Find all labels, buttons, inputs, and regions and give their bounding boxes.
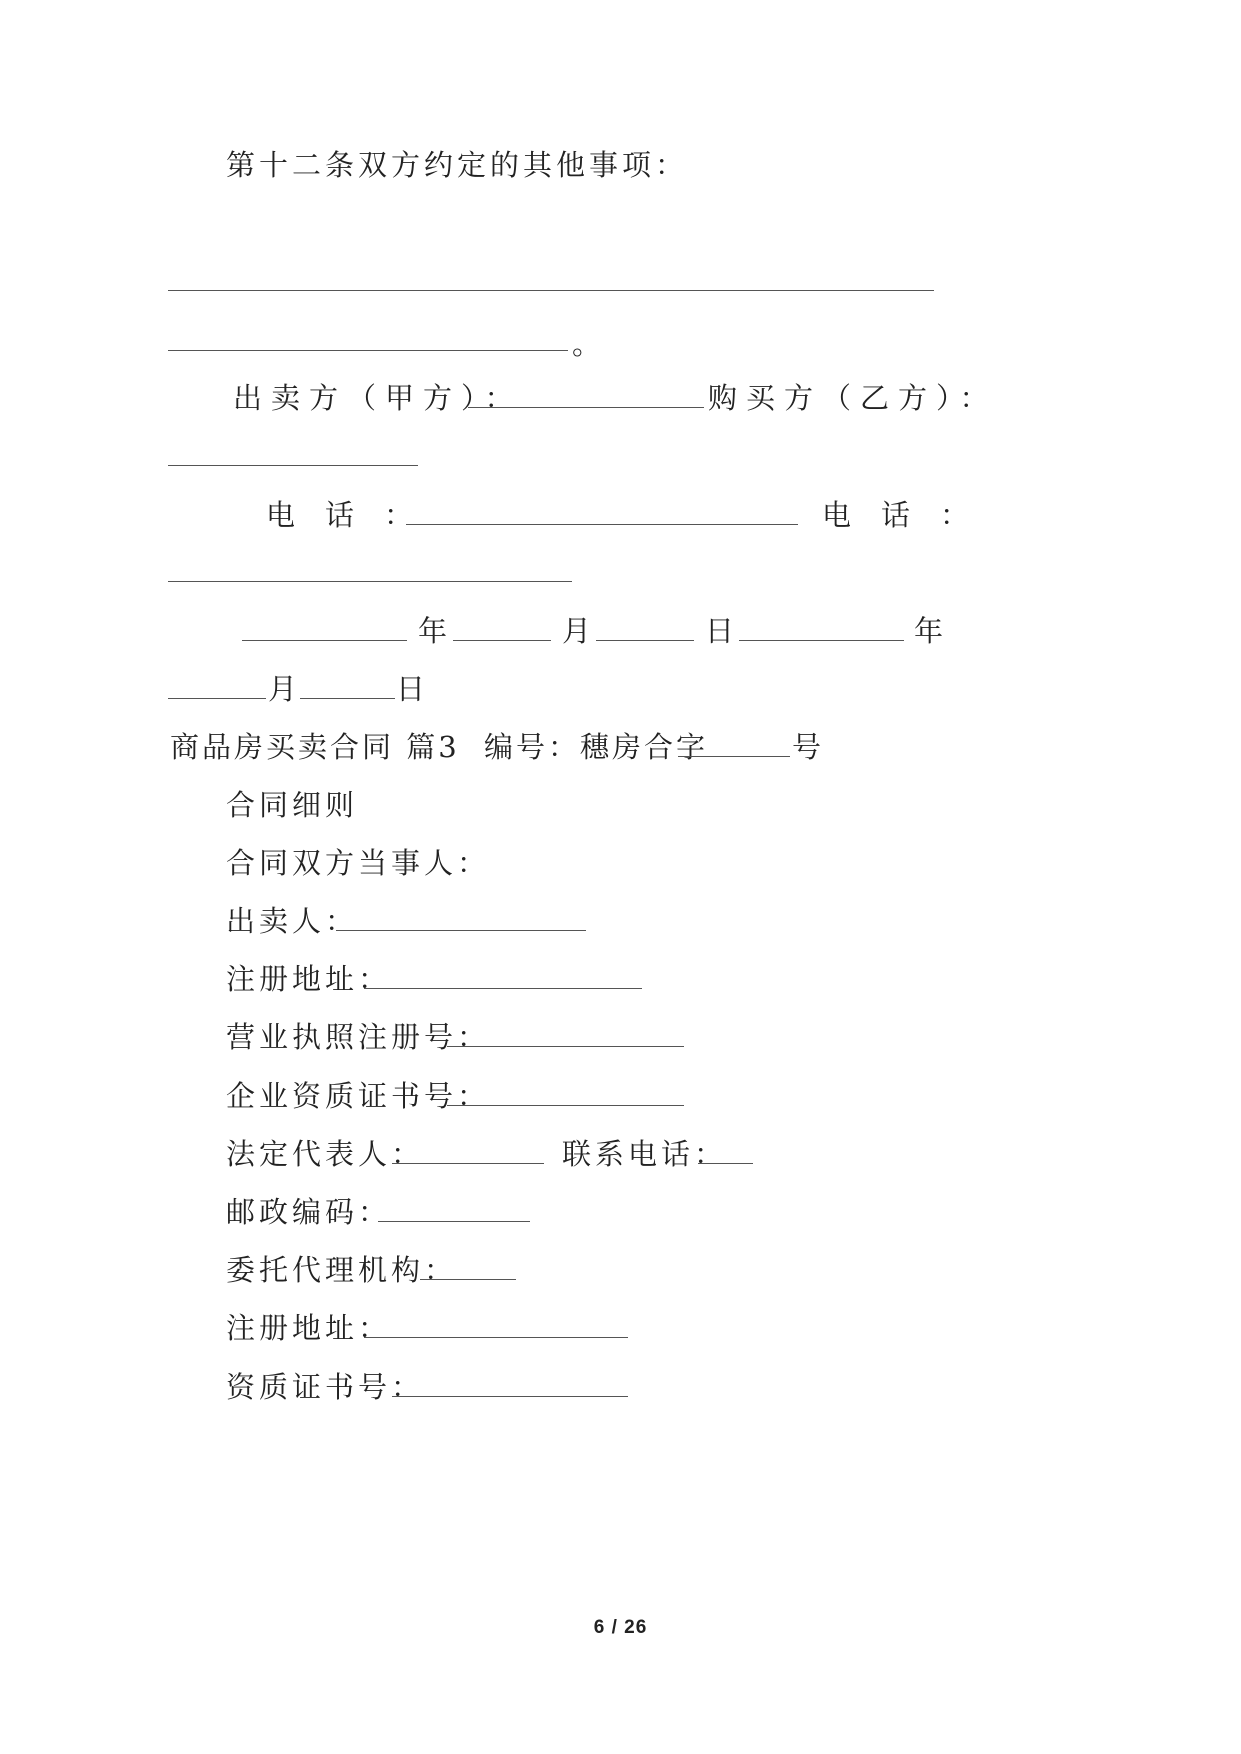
contract-number-suffix: 号	[792, 730, 826, 764]
seller-phone-label: 电话：	[266, 498, 444, 532]
buyer-year-blank	[739, 640, 904, 641]
seller-month-blank	[453, 640, 551, 641]
buyer-year-label: 年	[914, 614, 948, 648]
agency-label: 委托代理机构：	[226, 1253, 458, 1287]
buyer-day-blank	[300, 698, 395, 699]
legal-rep-label: 法定代表人：	[226, 1137, 425, 1171]
clause-title: 第十二条双方约定的其他事项：	[226, 148, 689, 182]
agency-reg-address-label: 注册地址：	[226, 1311, 392, 1345]
postcode-blank	[378, 1221, 530, 1222]
agency-reg-address-blank	[364, 1337, 628, 1338]
seller-party-blank	[468, 407, 704, 408]
buyer-day-label: 日	[396, 672, 430, 706]
blank-line-2	[168, 350, 568, 351]
reg-address-blank	[364, 988, 642, 989]
buyer-month-blank	[168, 698, 266, 699]
seller-day-label: 日	[705, 614, 739, 648]
license-no-label: 营业执照注册号：	[226, 1020, 491, 1054]
seller-phone-blank	[406, 524, 798, 525]
blank-line-1	[168, 290, 934, 291]
buyer-party-label: 购买方（乙方）：	[708, 381, 998, 415]
contact-phone-blank	[698, 1163, 753, 1164]
page-indicator: 6 / 26	[593, 1617, 648, 1638]
buyer-party-blank	[168, 465, 418, 466]
agency-cert-no-blank	[392, 1396, 628, 1397]
agency-blank	[420, 1279, 516, 1280]
reg-address-label: 注册地址：	[226, 962, 392, 996]
license-no-blank	[447, 1046, 684, 1047]
qualification-no-blank	[447, 1105, 684, 1106]
parties-title: 合同双方当事人：	[226, 846, 491, 880]
contract-number-blank	[678, 756, 790, 757]
legal-rep-blank	[392, 1163, 544, 1164]
buyer-month-label: 月	[268, 672, 302, 706]
buyer-phone-label: 电话：	[822, 498, 1000, 532]
details-title: 合同细则	[226, 788, 359, 822]
seller-year-blank	[242, 640, 407, 641]
buyer-phone-blank	[168, 581, 572, 582]
qualification-no-label: 企业资质证书号：	[226, 1079, 491, 1113]
seller-year-label: 年	[418, 614, 452, 648]
seller-label: 出卖人：	[226, 904, 359, 938]
seller-blank	[336, 930, 586, 931]
contract-heading: 商品房买卖合同 篇3	[170, 730, 460, 764]
end-mark: 。	[572, 327, 606, 361]
postcode-label: 邮政编码：	[226, 1195, 392, 1229]
contract-number-label: 编号：穗房合字	[484, 730, 709, 764]
seller-day-blank	[596, 640, 694, 641]
seller-party-label: 出卖方（甲方）：	[233, 381, 523, 415]
seller-month-label: 月	[562, 614, 596, 648]
contact-phone-label: 联系电话：	[562, 1137, 728, 1171]
agency-cert-no-label: 资质证书号：	[226, 1370, 425, 1404]
